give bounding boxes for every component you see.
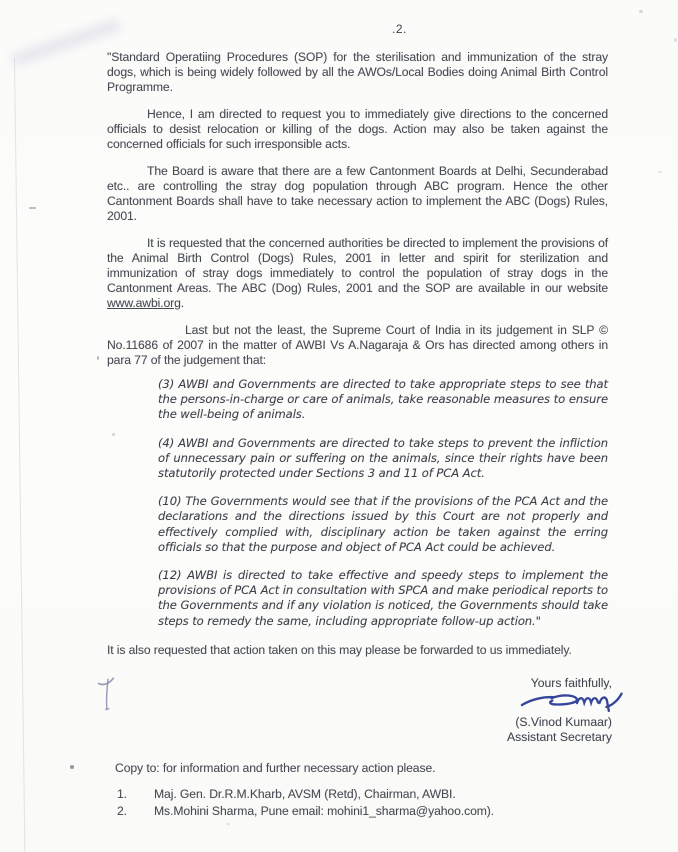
supreme-court-quote-3: (3) AWBI and Governments are directed to take appropriate steps to see that the persons-in-charge or care of animals, take reasonable measures to ensure the well-being of animals. [158, 377, 608, 422]
valediction: Yours faithfully, [530, 676, 612, 690]
copy-item-row [117, 787, 595, 802]
copy-item-text: Maj. Gen. Dr.R.M.Kharb, AVSM (Retd), Chairman, AWBI. [154, 787, 456, 801]
supreme-court-quote-10: (10) The Governments would see that if the provisions of the PCA Act and the declarations and the directions issued by this Court are not properly and effectively complied with, disciplinary action be taken against the erring officials so that the purpose and object of PCA Act could be achieved. [158, 494, 608, 554]
paragraph-text: It is requested that the concerned authorities be directed to implement the provisions of the Animal Birth Control (Dogs) Rules, 2001 in letter and spirit for sterilization and immunization of stray dogs immediately to control the population of stray dogs in the Cantonment Areas. The ABC (Dog) Rules, 2001 and the SOP are available in our website [107, 236, 608, 295]
copy-item-number: 1. [117, 787, 127, 801]
letter-paragraph-sop: "Standard Operatiing Procedures (SOP) for the sterilisation and immunization of the stray dogs, which is being widely followed by all the AWOs/Local Bodies doing Animal Birth Control Programme. [107, 50, 608, 94]
signatory-title: Assistant Secretary [507, 730, 612, 744]
page-number: .2. [392, 22, 407, 36]
scan-speck [658, 171, 662, 173]
copy-item-number: 2. [117, 803, 127, 818]
scan-speck [639, 10, 643, 13]
scan-speck [227, 823, 230, 825]
signatory-name: (S.Vinod Kumaar) [515, 714, 612, 729]
copy-item-row [117, 804, 595, 819]
scan-speck [674, 38, 677, 42]
letter-paragraph-cantonment-boards: The Board is aware that there are a few Cantonment Boards at Delhi, Secunderabad etc.. are controlling the stray dog population through ABC program. Hence the other Cantonment Boards shall have to take necessary action to implement the ABC (Dogs) Rules, 2001. [107, 164, 608, 223]
paragraph-text: . [180, 296, 185, 310]
pen-mark [94, 674, 120, 716]
scan-speck [29, 207, 36, 209]
letter-paragraph-supreme-court: Last but not the least, the Supreme Court of India in its judgement in SLP © No.11686 of 2007 in the matter of AWBI Vs A.Nagaraja & Ors has directed among others in para 77 of the judgement that: [107, 323, 608, 367]
scan-edge-line [14, 58, 25, 852]
closing-block [507, 676, 612, 746]
letter-paragraph-abc-rules [107, 236, 608, 311]
supreme-court-quote-12: (12) AWBI is directed to take effective and speedy steps to implement the provisions of PCA Act in consultation with SPCA and make periodical reports to the Governments and if any violation is noticed, the Governments should take steps to remedy the same, including appropriate follow-up action." [158, 568, 608, 628]
scan-speck [97, 356, 99, 360]
letter-paragraph-directions: Hence, I am directed to request you to immediately give directions to the concerned officials to desist relocation or killing of the dogs. Action may also be taken against the concerned officials for such irresponsible acts. [107, 107, 608, 151]
letter-body [107, 50, 608, 670]
scan-speck [70, 765, 74, 769]
action-request-line: It is also requested that action taken on this may please be forwarded to us immediately. [107, 642, 572, 657]
copy-to-section [115, 761, 595, 820]
supreme-court-quote-4: (4) AWBI and Governments are directed to take steps to prevent the infliction of unnecessary pain or suffering on the animals, since their rights have been statutorily protected under Sections 3 and 11 of PCA Act. [158, 435, 608, 481]
copy-item-text: Ms.Mohini Sharma, Pune email: mohini1_sharma@yahoo.com). [154, 803, 495, 818]
website-link: www.awbi.org [107, 296, 181, 310]
copy-to-heading: Copy to: for information and further necessary action please. [115, 761, 436, 775]
scan-smudge [11, 18, 121, 67]
